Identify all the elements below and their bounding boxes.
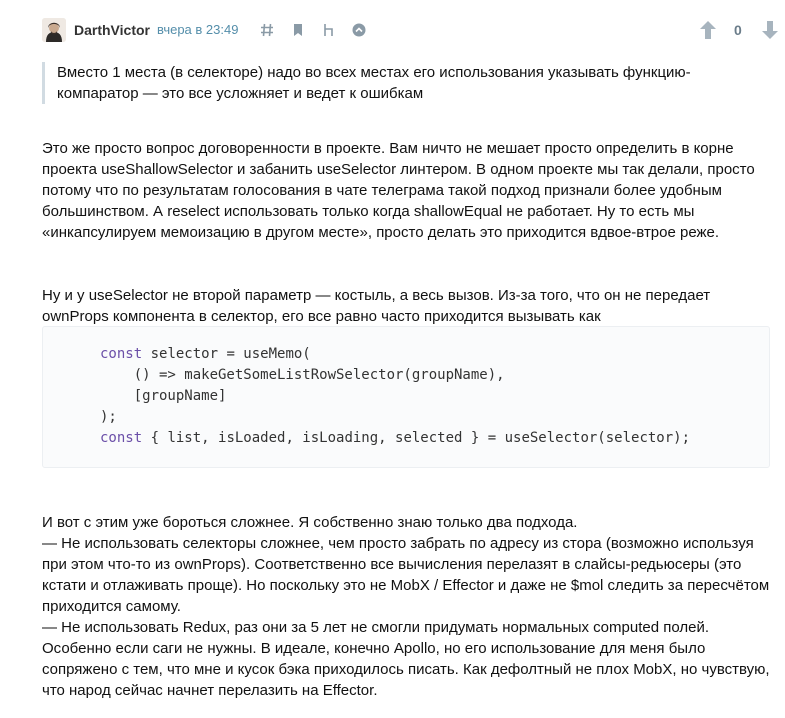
bookmark-icon[interactable] bbox=[290, 22, 306, 38]
username[interactable]: DarthVictor bbox=[74, 22, 150, 38]
paragraph: Это же просто вопрос договоренности в проекте. Вам ничто не мешает просто определить в корне проекта useShallowSelector и забанить useSelector линтером. В одном проекте мы так делали, просто потому что по результатам голосования в чате телеграма такой подход признали более удобным большинством. А reselect использовать только когда shallowEqual не работает. Ну то есть мы «инкапсулируем мемоизацию в другом месте», просто делать это приходится вдвое-втрое реже. bbox=[42, 140, 755, 241]
code-text: selector = useMemo( bbox=[142, 346, 311, 362]
paragraph bbox=[42, 512, 772, 701]
comment-header bbox=[42, 18, 782, 42]
hash-icon[interactable] bbox=[259, 22, 275, 38]
code-line: [groupName] bbox=[100, 388, 227, 404]
code-keyword: const bbox=[100, 430, 143, 446]
avatar[interactable] bbox=[42, 18, 66, 42]
paragraph-line: — Не использовать селекторы сложнее, чем просто забрать по адресу из стора (возможно используя при этом что-то из ownProps). Соответственно все вычисления перелазят в слайсы-редьюсеры (это кстати и отлаживать проще). Но поскольку это не MobX / Effector и даже не $mol следить за пересчётом приходится самому. bbox=[42, 535, 770, 615]
code-text: { list, isLoaded, isLoading, selected } = useSelector(selector); bbox=[142, 430, 691, 446]
parent-icon[interactable] bbox=[321, 22, 337, 38]
code-block bbox=[42, 326, 770, 468]
code-line: ); bbox=[100, 409, 117, 425]
code-line: () => makeGetSomeListRowSelector(groupName), bbox=[100, 367, 505, 383]
timestamp[interactable]: вчера в 23:49 bbox=[157, 22, 239, 37]
paragraph-line: — Не использовать Redux, раз они за 5 лет не смогли придумать нормальных computed полей. Особенно если саги не нужны. В идеале, конечно Apollo, но его использование для меня было сопряжено с тем, что мне и кусок бэка приходилось писать. Как дефолтный не плох MobX, но чувствую, что народ сейчас начнет перелазить на Effector. bbox=[42, 619, 770, 699]
score: 0 bbox=[734, 22, 742, 38]
blockquote: Вместо 1 места (в селекторе) надо во всех местах его использования указывать функцию-компаратор — это все усложняет и ведет к ошибкам bbox=[42, 62, 747, 104]
paragraph: Ну и у useSelector не второй параметр — костыль, а весь вызов. Из-за того, что он не передает ownProps компонента в селектор, его все равно часто приходится вызывать как bbox=[42, 287, 711, 325]
vote-down-button[interactable] bbox=[760, 19, 780, 41]
paragraph-line: И вот с этим уже бороться сложнее. Я собственно знаю только два подхода. bbox=[42, 514, 578, 531]
collapse-icon[interactable] bbox=[351, 22, 367, 38]
vote-up-button[interactable] bbox=[698, 19, 718, 41]
code-keyword: const bbox=[100, 346, 143, 362]
